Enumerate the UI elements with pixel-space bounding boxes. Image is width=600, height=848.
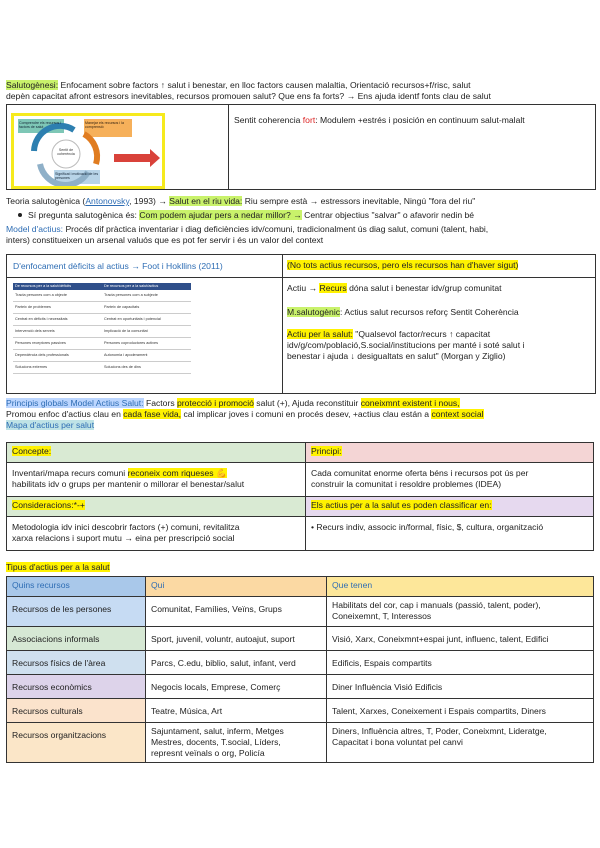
mini-table-cell: Dependència dels professionals <box>15 353 69 358</box>
mini-table-row <box>13 362 191 374</box>
tipus-cell-qui <box>146 675 327 699</box>
model-line1: Procés dif pràctica inventariar i diag deficiències idv/comuni, tradicionalment ús diag salut, comuni (talent, habi, <box>63 224 489 234</box>
tipus-quins-label: Recursos culturals <box>12 706 83 716</box>
mapa-principi-head <box>306 443 594 463</box>
tipus-cell-quins <box>7 699 146 723</box>
intro-line1: Enfocament sobre factors ↑ salut i benestar, en lloc factors causen malaltia, Orientació recursos+f/risc, salut <box>60 80 471 90</box>
tipus-cell-qui <box>146 597 327 627</box>
model-paragraph <box>6 224 594 246</box>
mini-table-cell: Intervenció dels serveis <box>15 329 55 334</box>
principis-hl3: cada fase vida, <box>123 409 182 419</box>
tipus-qui-text: represnt veïnals o org, Policía <box>151 748 265 758</box>
teoria-author: Antonovsky <box>85 196 130 206</box>
principis-t2: salut (+), Ajuda reconstituir <box>253 398 361 408</box>
metodologia-line2: xarxa relacions i suport mutu → eina per prescripció social <box>12 533 235 543</box>
classificar-label: Els actius per a la salut es poden classificar en: <box>311 500 492 510</box>
tipus-tenen-text: Habilitats del cor, cap i manuals (passió, talent, poder), <box>332 600 541 610</box>
tipus-tenen-text: Diner Influència Visió Edificis <box>332 682 443 692</box>
mini-head-left: De recursos per a la salut/dèficits <box>15 284 72 288</box>
tipus-row <box>7 723 594 763</box>
mapa-table <box>6 442 594 551</box>
mini-head-right: De recursos per a la salut/actius <box>104 284 159 288</box>
intro-label: Salutogènesi: <box>6 80 59 90</box>
mini-table-cell: Solucions des de dins <box>104 365 141 370</box>
head-tenen-label: Que tenen <box>332 580 373 590</box>
per-line2: idv/g/com/població,S.social/institucions per manté i soté salut i <box>287 340 525 350</box>
tipus-qui-text: Teatre, Música, Art <box>151 706 223 716</box>
consideracions-head <box>7 497 306 517</box>
tipus-title: Tipus d'actius per a la salut <box>6 562 110 572</box>
mini-table-cell: Tracta persones com a objecte <box>15 293 67 298</box>
actius-grid <box>6 254 596 394</box>
concepte-pre: Inventari/mapa recurs comuni <box>12 468 128 478</box>
principi-cell <box>306 463 594 497</box>
concepte-line2: habilitats idv o grups per mantenir o millorar el benestar/salut <box>12 479 245 489</box>
mini-table-row <box>13 350 191 362</box>
concepte-hl: reconeix com riqueses 💪 <box>127 468 227 478</box>
tipus-row <box>7 627 594 651</box>
msal-label: M.salutogènic <box>287 307 341 317</box>
tipus-title-line <box>6 562 594 573</box>
consideracions-label: Consideracions:*-+ <box>12 500 85 510</box>
principis-paragraph <box>6 398 594 431</box>
concepte-cell <box>7 463 306 497</box>
intro-paragraph <box>6 80 594 102</box>
tipus-tenen-text: Coneixemnt, T, Interessos <box>332 611 432 621</box>
tipus-qui-text: Mestres, docents, T.social, Líders, <box>151 737 281 747</box>
metodologia-cell <box>7 517 306 551</box>
tipus-cell-qui <box>146 627 327 651</box>
tipus-cell-tenen <box>327 597 594 627</box>
tipus-qui-text: Sport, juvenil, voluntr, autoajut, suport <box>151 634 295 644</box>
bullet-dot <box>18 213 22 217</box>
actiu-hl: Recurs <box>319 283 347 293</box>
teoria-mid: , 1993) → <box>129 196 170 206</box>
tipus-tenen-text: Diners, Influència altres, T, Poder, Coneixmnt, Lideratge, <box>332 726 547 736</box>
per-line1: "Qualsevol factor/recurs ↑ capacitat <box>352 329 491 339</box>
head-quins-label: Quins recursos <box>12 580 70 590</box>
tipus-cell-tenen <box>327 699 594 723</box>
tipus-quins-label: Recursos econòmics <box>12 682 92 692</box>
mini-table-row <box>13 314 191 326</box>
diagram-center: Sentit de coherència <box>57 148 75 157</box>
tipus-cell-qui <box>146 651 327 675</box>
actiu-post: dóna salut i benestar idv/grup comunitat <box>346 283 502 293</box>
principi-label: Principi: <box>311 446 342 456</box>
coherence-post: : Modulem +estrés i posición en continuum salut-malalt <box>315 115 525 125</box>
mini-table-row <box>13 326 191 338</box>
tipus-row <box>7 699 594 723</box>
principis-t1: Factors <box>143 398 178 408</box>
principis-t3: Promou enfoc d'actius clau en <box>6 409 124 419</box>
classificar-head <box>306 497 594 517</box>
mini-table-head <box>13 283 191 290</box>
tipus-row <box>7 675 594 699</box>
principi-line2: construir la comunitat i resoldre problemes (IDEA) <box>311 479 502 489</box>
mini-table-row <box>13 302 191 314</box>
model-label: Model d'actius: <box>6 224 64 234</box>
tipus-qui-text: Comunitat, Famílies, Veïns, Grups <box>151 604 282 614</box>
tipus-cell-quins <box>7 627 146 651</box>
tipus-tenen-text: Talent, Xarxes, Coneixement i Espais compartits, Diners <box>332 706 546 716</box>
head-qui-label: Qui <box>151 580 165 590</box>
per-line3: benestar i ajuda ↓ desigualtats en salut" (Morgan y Ziglio) <box>287 351 506 361</box>
intro-line2: depèn capacitat afront estresors inevitables, recursos promouen salut? Que ens fa forts? → Ens ajuda identf fonts clau de salut <box>6 91 491 101</box>
tipus-quins-label: Recursos físics de l'àrea <box>12 658 106 668</box>
mapa-concepte-head <box>7 443 306 463</box>
principis-hl4: context social <box>431 409 484 419</box>
tipus-body <box>7 597 594 763</box>
mini-table-cell: Parteix de capacitats <box>104 305 140 310</box>
tipus-qui-text: Sajuntament, salut, inferm, Metges <box>151 726 284 736</box>
tipus-tenen-text: Edificis, Espais compartits <box>332 658 432 668</box>
tipus-head-qui <box>146 577 327 597</box>
tipus-head-tenen <box>327 577 594 597</box>
mini-table-cell: Centrat en dèficits i necessitats <box>15 317 68 322</box>
tipus-cell-tenen <box>327 651 594 675</box>
mini-table-cell: Persones coproductores actives <box>104 341 159 346</box>
recursos-classif-cell <box>306 517 594 551</box>
mini-table-cell: Centrat en oportunitats i potencial <box>104 317 161 322</box>
mini-table-cell: Autonomia i apoderament <box>104 353 148 358</box>
msal-post: : Actius salut recursos reforç Sentit Coherència <box>340 307 519 317</box>
tipus-quins-label: Recursos de les persones <box>12 604 112 614</box>
teoria-pre: Teoria salutogènica ( <box>6 196 86 206</box>
mapa-title: Mapa d'actius per salut <box>6 420 95 430</box>
tipus-table <box>6 576 594 763</box>
teoria-line <box>6 196 594 207</box>
tipus-cell-quins <box>7 723 146 763</box>
mini-table-row <box>13 290 191 302</box>
tipus-row <box>7 597 594 627</box>
actiu-pre: Actiu → <box>287 283 320 293</box>
tipus-cell-qui <box>146 699 327 723</box>
concepte-label: Concepte: <box>12 446 52 456</box>
principis-t4: cal implicar joves i comuni en procés desev, +actius clau están a <box>181 409 432 419</box>
coherence-word: fort <box>302 115 316 125</box>
diagram-box2: Manejar els recursos i la comprensió <box>85 121 124 130</box>
principis-hl2: coneixmnt existent i nous, <box>360 398 460 408</box>
tipus-qui-text: Parcs, C.edu, biblio, salut, infant, verd <box>151 658 296 668</box>
per-paragraph <box>287 329 524 362</box>
teoria-post: Riu sempre està → estressors inevitable, Ningú "fora del riu" <box>242 196 476 206</box>
tipus-cell-quins <box>7 597 146 627</box>
coherence-text <box>234 115 525 125</box>
bullet-highlight: Com podem ajudar pers a nedar millor? → <box>139 210 302 220</box>
tipus-quins-label: Associacions informals <box>12 634 100 644</box>
bullet-pre: Sí pregunta salutogènica és: <box>28 210 140 220</box>
msal-line <box>287 307 519 317</box>
actiu-line <box>287 283 502 293</box>
mini-table-cell: Solucions externes <box>15 365 48 370</box>
salutogenesis-diagram <box>11 113 165 189</box>
grid-left-title: D'enfocament dèficits al actius → Foot i Hokllins (2011) <box>13 261 223 271</box>
tipus-cell-qui <box>146 723 327 763</box>
tipus-row <box>7 651 594 675</box>
diagram-box1: Comprendre els recursos i factors de salut <box>19 121 62 130</box>
mini-table-rows <box>13 290 191 374</box>
teoria-highlight: Salut en el riu vida: <box>169 196 243 206</box>
principis-hl1: protecció i promoció <box>177 398 254 408</box>
diagram-row <box>6 104 596 190</box>
tipus-cell-tenen <box>327 627 594 651</box>
mini-table-cell: Persones receptores passives <box>15 341 66 346</box>
mini-table <box>13 283 191 374</box>
bullet-post: Centrar objectius "salvar" o afavorir nedin bé <box>301 210 475 220</box>
diagram-box3: Significat i motivació de les persones <box>55 172 99 181</box>
tipus-tenen-text: Visió, Xarx, Coneixmnt+espai junt, influenc, talent, Edifici <box>332 634 549 644</box>
bullet-line <box>6 210 594 221</box>
mini-table-row <box>13 338 191 350</box>
per-label: Actiu per la salut: <box>287 329 353 339</box>
model-line2: inters) constitueixen un arsenal valuós que es pot fer servir i és un valor del context <box>6 235 324 245</box>
tipus-cell-quins <box>7 675 146 699</box>
tipus-cell-quins <box>7 651 146 675</box>
classif-line1: • Recurs indiv, associc in/formal, físic, $, cultura, organització <box>311 522 544 532</box>
tipus-quins-label: Recursos organitzacions <box>12 730 107 740</box>
mini-table-cell: Implicació de la comunitat <box>104 329 148 334</box>
tipus-cell-tenen <box>327 675 594 699</box>
principis-label: Principis globals Model Actius Salut: <box>6 398 144 408</box>
tipus-qui-text: Negocis locals, Emprese, Comerç <box>151 682 281 692</box>
coherence-pre: Sentit coherencia <box>234 115 303 125</box>
principi-line1: Cada comunitat enorme oferta béns i recursos pot ús per <box>311 468 529 478</box>
mini-table-cell: Tracta persones com a subjecte <box>104 293 158 298</box>
grid-right-title: (No tots actius recursos, pero els recursos han d'haver sigut) <box>287 260 519 270</box>
tipus-cell-tenen <box>327 723 594 763</box>
metodologia-line1: Metodologia idv inici descobrir factors (+) comuni, revitalitza <box>12 522 240 532</box>
mini-table-cell: Parteix de problemes <box>15 305 51 310</box>
tipus-tenen-text: Capacitat i bona voluntat pel canvi <box>332 737 463 747</box>
tipus-head-quins <box>7 577 146 597</box>
